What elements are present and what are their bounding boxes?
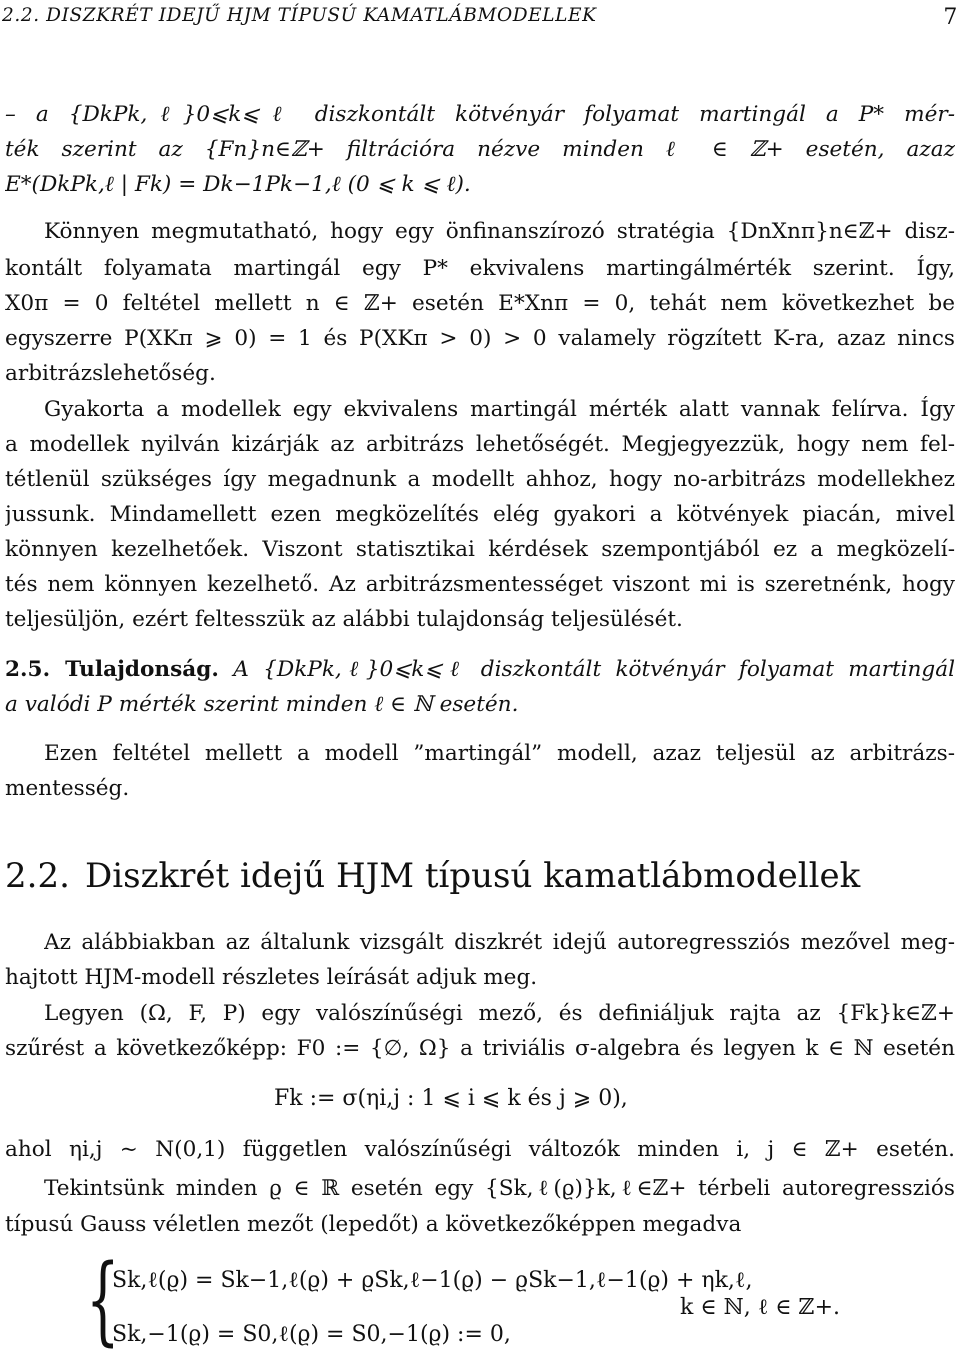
display-equation: Fk := σ(ηi,j : 1 ⩽ i ⩽ k és j ⩾ 0),: [274, 1086, 628, 1111]
page-number: 7: [943, 5, 958, 30]
text-line: tés nem könnyen kezelhető. Az arbitrázsmentességet viszont mi is szeretnénk, hogy: [5, 572, 955, 597]
text-line: könnyen kezelhetőek. Viszont statisztikai kérdések szempontjából ez a megközelí-: [5, 537, 955, 562]
text-line: arbitrázslehetőség.: [5, 361, 216, 386]
text-line: Könnyen megmutatható, hogy egy önfinanszírozó stratégia {DnXnπ}n∈ℤ+ disz-: [44, 219, 955, 244]
text-line: – a {DkPk,ℓ}0⩽k⩽ℓ diszkontált kötvényár folyamat martingál a P* mér-: [5, 102, 955, 127]
text-line: E*(DkPk,ℓ | Fk) = Dk−1Pk−1,ℓ (0 ⩽ k ⩽ ℓ).: [5, 172, 471, 197]
property-label: 2.5. Tulajdonság.: [5, 657, 219, 682]
section-number: 2.2.: [5, 856, 70, 896]
text-line: jussunk. Mindamellett ezen megközelítés elég gyakori a kötvények piacán, mivel: [5, 502, 955, 527]
text-line: Legyen (Ω, F, P) egy valószínűségi mező, és definiáljuk rajta az {Fk}k∈ℤ+: [44, 1001, 955, 1026]
system-equation-row: Sk,−1(ϱ) = S0,ℓ(ϱ) = S0,−1(ϱ) := 0,: [112, 1322, 511, 1347]
text-line: tétlenül szükséges így megadnunk a modellt ahhoz, hogy no-arbitrázs modellekhez: [5, 467, 955, 492]
text-line: Az alábbiakban az általunk vizsgált diszkrét idejű autoregressziós mezővel meg-: [44, 930, 955, 955]
left-brace-icon: {: [86, 1244, 120, 1356]
system-condition: k ∈ ℕ, ℓ ∈ ℤ+.: [680, 1295, 840, 1320]
text-line: Tekintsünk minden ϱ ∈ ℝ esetén egy {Sk,ℓ(ϱ)}k,ℓ∈ℤ+ térbeli autoregressziós: [44, 1176, 955, 1201]
running-header: [0, 0, 960, 36]
text-line: hajtott HJM-modell részletes leírását adjuk meg.: [5, 965, 538, 990]
text-line: kontált folyamata martingál egy P* ekvivalens martingálmérték szerint. Így,: [5, 256, 955, 281]
section-heading: [5, 852, 955, 900]
system-equation-row: Sk,ℓ(ϱ) = Sk−1,ℓ(ϱ) + ϱSk,ℓ−1(ϱ) − ϱSk−1,ℓ−1(ϱ) + ηk,ℓ,: [112, 1268, 753, 1293]
running-header-title: 2.2. DISZKRÉT IDEJŰ HJM TÍPUSÚ KAMATLÁBMODELLEK: [2, 5, 597, 26]
text-line: teljesüljön, ezért feltesszük az alábbi tulajdonság teljesülését.: [5, 607, 683, 632]
text-line: típusú Gauss véletlen mezőt (lepedőt) a következőképpen megadva: [5, 1212, 742, 1237]
property-statement: a valódi P mérték szerint minden ℓ ∈ ℕ esetén.: [5, 692, 519, 717]
text-line: szűrést a következőképp: F0 := {∅, Ω} a triviális σ-algebra és legyen k ∈ ℕ esetén: [5, 1036, 955, 1061]
text-line: Gyakorta a modellek egy ekvivalens martingál mérték alatt vannak felírva. Így: [44, 397, 955, 422]
text-line: ték szerint az {Fn}n∈ℤ+ filtrációra nézve minden ℓ ∈ ℤ+ esetén, azaz: [5, 137, 955, 162]
text-line: X0π = 0 feltétel mellett n ∈ ℤ+ esetén E*Xnπ = 0, tehát nem következhet be: [5, 291, 955, 316]
text-line: ahol ηi,j ~ N(0,1) független valószínűségi változók minden i, j ∈ ℤ+ esetén.: [5, 1137, 955, 1162]
text-line: a modellek nyilván kizárják az arbitrázs lehetőségét. Megjegyezzük, hogy nem fel-: [5, 432, 955, 457]
text-line: mentesség.: [5, 776, 130, 801]
text-line: egyszerre P(XKπ ⩾ 0) = 1 és P(XKπ > 0) > 0 valamely rögzített K-ra, azaz nincs: [5, 326, 955, 351]
section-title: Diszkrét idejű HJM típusú kamatlábmodellek: [85, 856, 861, 896]
text-line: Ezen feltétel mellett a modell ”martingál” modell, azaz teljesül az arbitrázs-: [44, 741, 955, 766]
property-statement: 2.5. Tulajdonság. A {DkPk,ℓ}0⩽k⩽ℓ diszkontált kötvényár folyamat martingál: [5, 657, 955, 682]
